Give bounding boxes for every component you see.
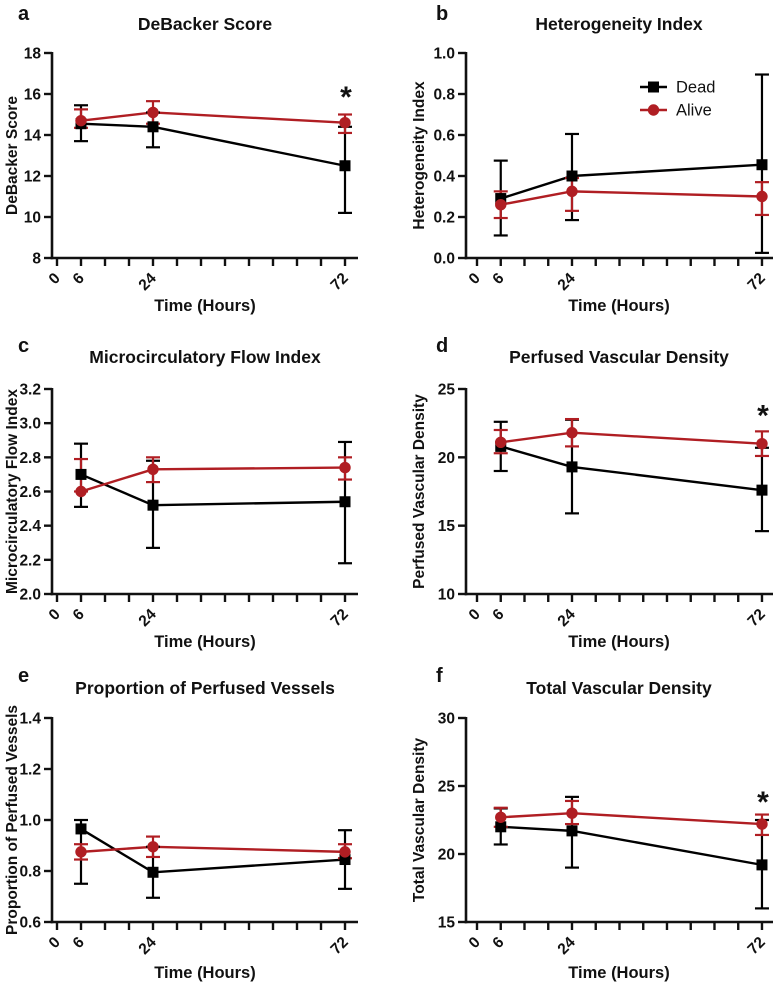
marker-square-dead bbox=[340, 160, 351, 171]
y-tick-label: 8 bbox=[32, 250, 41, 268]
y-axis-label: Total Vascular Density bbox=[411, 737, 428, 903]
y-tick-label: 25 bbox=[437, 778, 455, 796]
x-tick-label: 0 bbox=[465, 605, 484, 624]
marker-circle-alive bbox=[75, 846, 86, 857]
y-tick-label: 10 bbox=[23, 209, 41, 227]
marker-circle-alive bbox=[339, 462, 350, 473]
panel-letter-c: c bbox=[18, 335, 30, 357]
x-tick-label: 0 bbox=[45, 933, 64, 952]
x-tick-label: 24 bbox=[554, 933, 579, 959]
marker-square-dead bbox=[148, 121, 159, 132]
x-axis-label: Time (Hours) bbox=[154, 297, 256, 315]
panel-letter-e: e bbox=[18, 665, 30, 687]
panel-b-title: Heterogeneity Index bbox=[535, 14, 703, 34]
y-axis-label: Microcirculatory Flow Index bbox=[4, 389, 21, 594]
x-tick-label: 6 bbox=[489, 605, 508, 624]
x-axis-label: Time (Hours) bbox=[154, 964, 256, 982]
marker-square-dead bbox=[756, 159, 767, 170]
y-tick-label: 2.2 bbox=[19, 552, 41, 570]
x-tick-label: 24 bbox=[554, 605, 579, 631]
y-tick-label: 1.2 bbox=[19, 761, 41, 779]
y-tick-label: 3.2 bbox=[19, 381, 41, 399]
panel-f-title: Total Vascular Density bbox=[526, 678, 712, 698]
y-tick-label: 1.0 bbox=[433, 45, 455, 63]
y-tick-label: 25 bbox=[437, 381, 455, 399]
marker-circle-alive bbox=[756, 191, 767, 202]
marker-square-dead bbox=[566, 171, 577, 182]
x-tick-label: 0 bbox=[465, 269, 484, 288]
marker-square-dead bbox=[756, 859, 767, 870]
x-tick-label: 72 bbox=[327, 933, 352, 959]
y-tick-label: 3.0 bbox=[19, 415, 41, 433]
legend-marker-circle bbox=[648, 104, 659, 115]
y-tick-label: 20 bbox=[437, 846, 455, 864]
marker-circle-alive bbox=[566, 186, 577, 197]
panel-letter-a: a bbox=[18, 3, 30, 25]
legend-label: Dead bbox=[676, 78, 716, 97]
y-axis-label: Heterogeneity Index bbox=[411, 81, 428, 230]
y-tick-label: 0.6 bbox=[19, 914, 41, 932]
panel-letter-d: d bbox=[436, 335, 449, 357]
significance-asterisk-a: * bbox=[340, 81, 352, 115]
x-tick-label: 6 bbox=[489, 269, 508, 288]
marker-square-dead bbox=[148, 500, 159, 511]
panel-e-title: Proportion of Perfused Vessels bbox=[75, 678, 335, 698]
y-tick-label: 0.6 bbox=[433, 127, 455, 145]
marker-circle-alive bbox=[495, 437, 506, 448]
marker-circle-alive bbox=[147, 107, 158, 118]
marker-circle-alive bbox=[495, 812, 506, 823]
marker-square-dead bbox=[756, 485, 767, 496]
x-tick-label: 72 bbox=[327, 269, 352, 295]
legend-label: Alive bbox=[676, 101, 712, 120]
y-tick-label: 0.2 bbox=[433, 209, 455, 227]
panel-letter-f: f bbox=[436, 665, 443, 687]
y-tick-label: 0.0 bbox=[433, 250, 455, 268]
x-tick-label: 0 bbox=[45, 269, 64, 288]
panel-letter-b: b bbox=[436, 3, 449, 25]
marker-circle-alive bbox=[75, 115, 86, 126]
marker-circle-alive bbox=[566, 427, 577, 438]
x-tick-label: 6 bbox=[69, 605, 88, 624]
marker-square-dead bbox=[76, 823, 87, 834]
marker-square-dead bbox=[76, 469, 87, 480]
x-tick-label: 24 bbox=[135, 933, 160, 959]
y-tick-label: 2.4 bbox=[19, 518, 41, 536]
x-axis-label: Time (Hours) bbox=[154, 633, 256, 651]
x-tick-label: 24 bbox=[135, 269, 160, 295]
legend-marker-square bbox=[648, 82, 659, 93]
y-tick-label: 2.6 bbox=[19, 484, 41, 501]
marker-circle-alive bbox=[339, 117, 350, 128]
marker-circle-alive bbox=[566, 808, 577, 819]
y-tick-label: 30 bbox=[437, 710, 455, 728]
x-tick-label: 6 bbox=[69, 933, 88, 952]
x-tick-label: 24 bbox=[135, 605, 160, 631]
marker-square-dead bbox=[566, 461, 577, 472]
x-axis-label: Time (Hours) bbox=[568, 633, 670, 651]
y-axis-label: DeBacker Score bbox=[4, 96, 21, 215]
x-tick-label: 0 bbox=[45, 605, 64, 624]
y-tick-label: 16 bbox=[23, 86, 41, 104]
y-tick-label: 14 bbox=[23, 127, 41, 145]
x-tick-label: 72 bbox=[744, 269, 769, 295]
y-tick-label: 15 bbox=[437, 518, 455, 536]
y-tick-label: 0.8 bbox=[19, 863, 41, 881]
panel-a-title: DeBacker Score bbox=[137, 14, 273, 34]
y-tick-label: 2.0 bbox=[19, 586, 41, 604]
y-tick-label: 2.8 bbox=[19, 449, 41, 467]
y-tick-label: 15 bbox=[437, 914, 455, 932]
marker-square-dead bbox=[148, 867, 159, 878]
marker-circle-alive bbox=[756, 818, 767, 829]
panel-d-title: Perfused Vascular Density bbox=[509, 347, 729, 367]
marker-circle-alive bbox=[147, 464, 158, 475]
x-tick-label: 6 bbox=[489, 933, 508, 952]
x-tick-label: 6 bbox=[69, 269, 88, 288]
marker-circle-alive bbox=[75, 486, 86, 497]
significance-asterisk-d: * bbox=[757, 399, 769, 433]
y-tick-label: 12 bbox=[23, 168, 41, 186]
x-axis-label: Time (Hours) bbox=[568, 297, 670, 315]
x-tick-label: 24 bbox=[554, 269, 579, 295]
panel-c-title: Microcirculatory Flow Index bbox=[89, 347, 321, 367]
y-tick-label: 1.0 bbox=[19, 812, 41, 830]
y-axis-label: Perfused Vascular Density bbox=[411, 394, 428, 589]
x-axis-label: Time (Hours) bbox=[568, 964, 670, 982]
y-tick-label: 20 bbox=[437, 449, 455, 467]
y-tick-label: 10 bbox=[437, 586, 455, 604]
marker-square-dead bbox=[340, 496, 351, 507]
significance-asterisk-f: * bbox=[757, 785, 769, 819]
marker-square-dead bbox=[566, 825, 577, 836]
y-tick-label: 0.8 bbox=[433, 86, 455, 104]
marker-circle-alive bbox=[756, 438, 767, 449]
x-tick-label: 0 bbox=[465, 933, 484, 952]
marker-circle-alive bbox=[147, 841, 158, 852]
y-axis-label: Proportion of Perfused Vessels bbox=[4, 705, 21, 935]
y-tick-label: 18 bbox=[23, 45, 41, 63]
marker-circle-alive bbox=[339, 846, 350, 857]
x-tick-label: 72 bbox=[744, 605, 769, 631]
x-tick-label: 72 bbox=[744, 933, 769, 959]
x-tick-label: 72 bbox=[327, 605, 352, 631]
y-tick-label: 0.4 bbox=[433, 168, 455, 186]
marker-circle-alive bbox=[495, 199, 506, 210]
y-tick-label: 1.4 bbox=[19, 710, 41, 728]
